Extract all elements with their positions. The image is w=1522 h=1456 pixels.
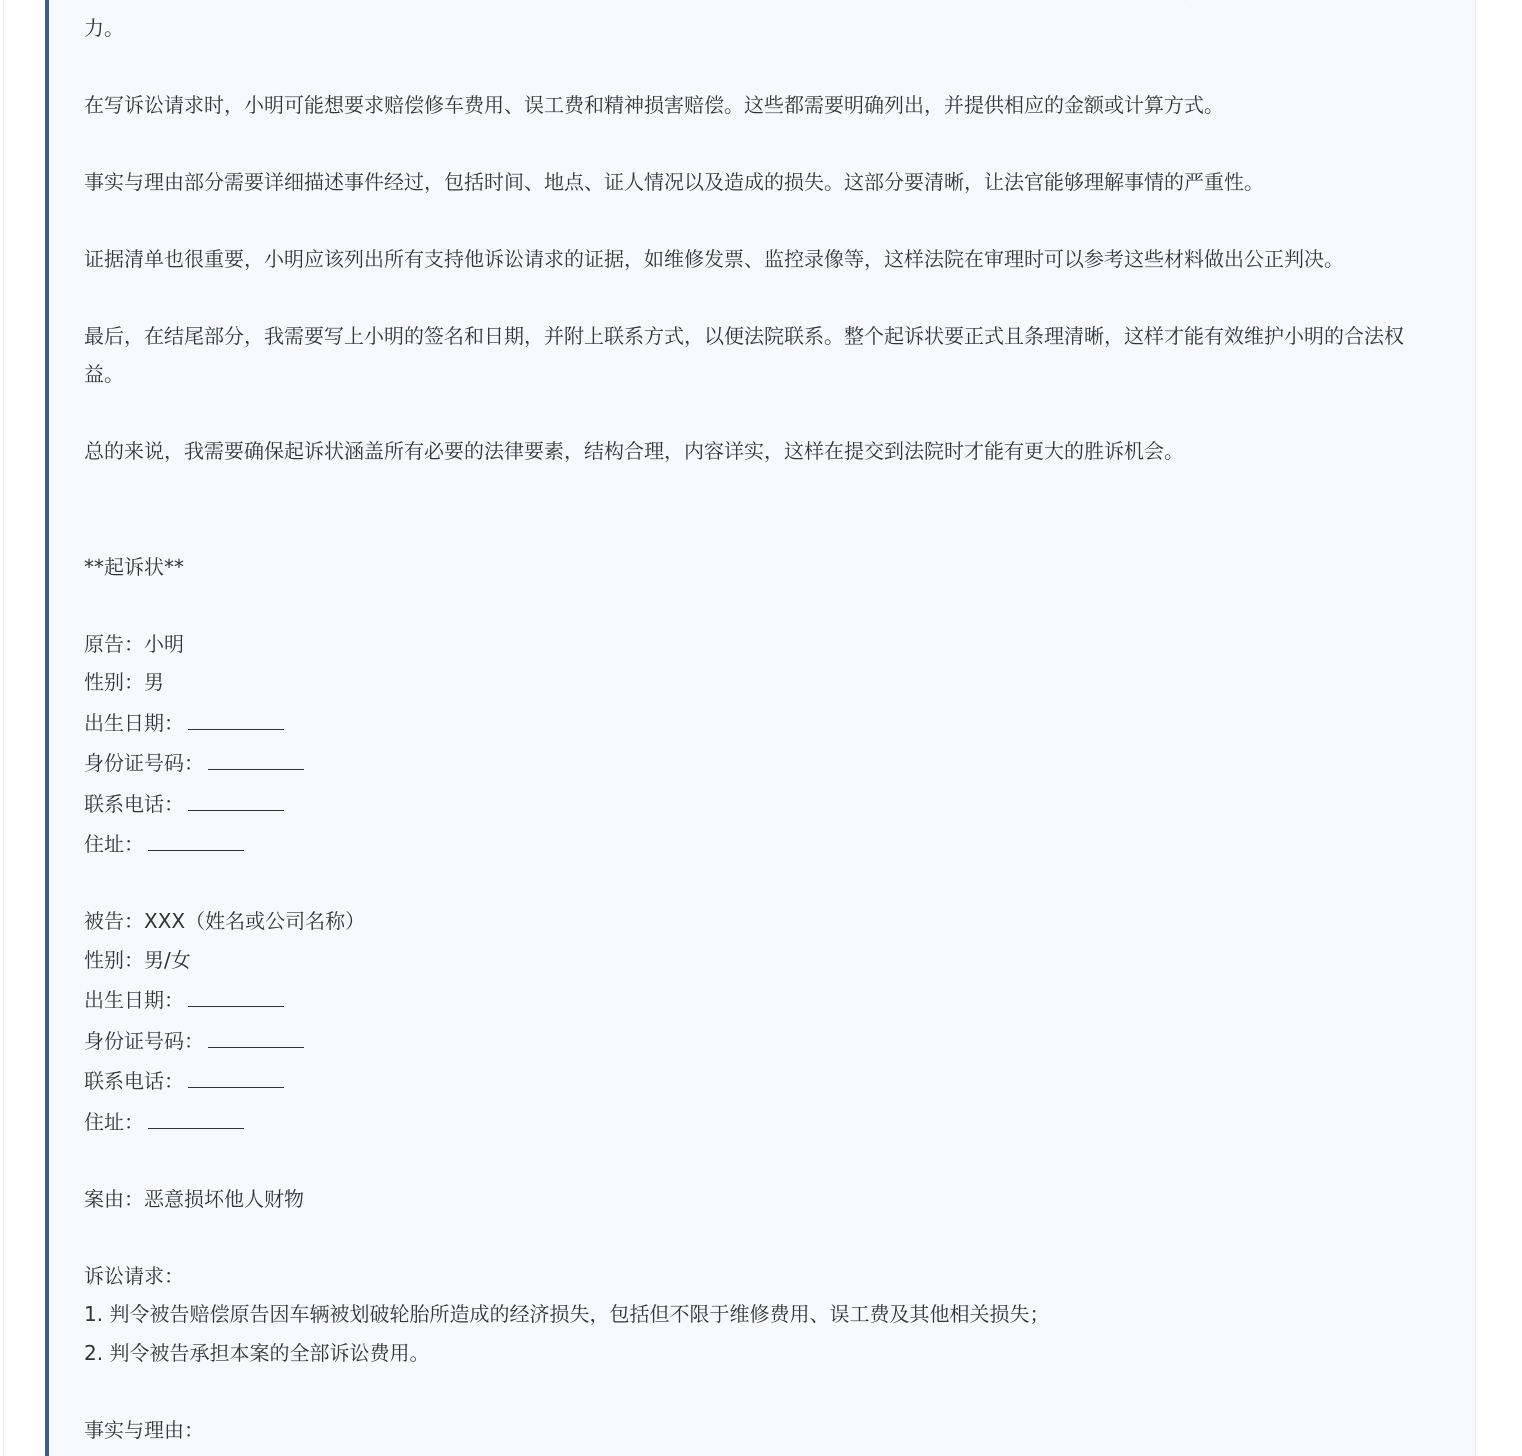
- defendant-birth-line: [84, 979, 1434, 1020]
- thinking-paragraph: 最后，在结尾部分，我需要写上小明的签名和日期，并附上联系方式，以便法院联系。整个起诉状要正式且条理清晰，这样才能有效维护小明的合法权益。: [84, 323, 1404, 386]
- claims-heading: 诉讼请求：: [84, 1263, 184, 1288]
- plaintiff-birth-label: 出生日期：: [84, 710, 184, 735]
- claim-item: 1. 判令被告赔偿原告因车辆被划破轮胎所造成的经济损失，包括但不限于维修费用、误工费及其他相关损失；: [84, 1302, 1050, 1326]
- thinking-paragraph: 证据清单也很重要，小明应该列出所有支持他诉讼请求的证据，如维修发票、监控录像等，这样法院在审理时可以参考这些材料做出公正判决。: [84, 246, 1344, 271]
- blank-underline: [188, 979, 284, 1007]
- document-content: [84, 0, 1434, 1449]
- thinking-paragraph: 力。: [84, 15, 124, 40]
- blank-underline: [188, 783, 284, 811]
- defendant-id-label: 身份证号码：: [84, 1028, 204, 1053]
- thinking-paragraph: 总的来说，我需要确保起诉状涵盖所有必要的法律要素，结构合理，内容详实，这样在提交到法院时才能有更大的胜诉机会。: [84, 439, 1184, 463]
- blank-underline: [148, 823, 244, 851]
- defendant-address-label: 住址：: [84, 1109, 144, 1134]
- plaintiff-id-label: 身份证号码：: [84, 751, 204, 775]
- cause-of-action: 案由：恶意损坏他人财物: [84, 1186, 304, 1211]
- right-divider: [1475, 0, 1476, 1456]
- thinking-paragraph: 在写诉讼请求时，小明可能想要求赔偿修车费用、误工费和精神损害赔偿。这些都需要明确列出，并提供相应的金额或计算方式。: [84, 92, 1224, 117]
- blank-underline: [208, 742, 304, 770]
- plaintiff-gender: 性别：男: [84, 670, 164, 694]
- plaintiff-phone-line: [84, 783, 1434, 824]
- plaintiff-address-label: 住址：: [84, 832, 144, 856]
- defendant-id-line: [84, 1020, 1434, 1061]
- blank-underline: [188, 702, 284, 730]
- blank-underline: [148, 1101, 244, 1129]
- blank-underline: [208, 1020, 304, 1048]
- defendant-phone-label: 联系电话：: [84, 1069, 184, 1093]
- defendant-phone-line: [84, 1060, 1434, 1101]
- defendant-address-line: [84, 1101, 1434, 1142]
- defendant-birth-label: 出生日期：: [84, 988, 184, 1012]
- plaintiff-address-line: [84, 823, 1434, 864]
- defendant-gender: 性别：男/女: [84, 947, 191, 972]
- plaintiff-id-line: [84, 742, 1434, 783]
- thinking-paragraph: 事实与理由部分需要详细描述事件经过，包括时间、地点、证人情况以及造成的损失。这部分要清晰，让法官能够理解事情的严重性。: [84, 169, 1264, 194]
- plaintiff-name: 原告：小明: [84, 631, 184, 656]
- blank-underline: [188, 1060, 284, 1088]
- plaintiff-phone-label: 联系电话：: [84, 791, 184, 816]
- claim-item: 2. 判令被告承担本案的全部诉讼费用。: [84, 1340, 430, 1365]
- plaintiff-birth-line: [84, 702, 1434, 743]
- defendant-name: 被告：XXX（姓名或公司名称）: [84, 909, 366, 933]
- complaint-title: **起诉状**: [84, 554, 184, 579]
- left-divider: [3, 0, 4, 1456]
- facts-heading: 事实与理由：: [84, 1417, 204, 1442]
